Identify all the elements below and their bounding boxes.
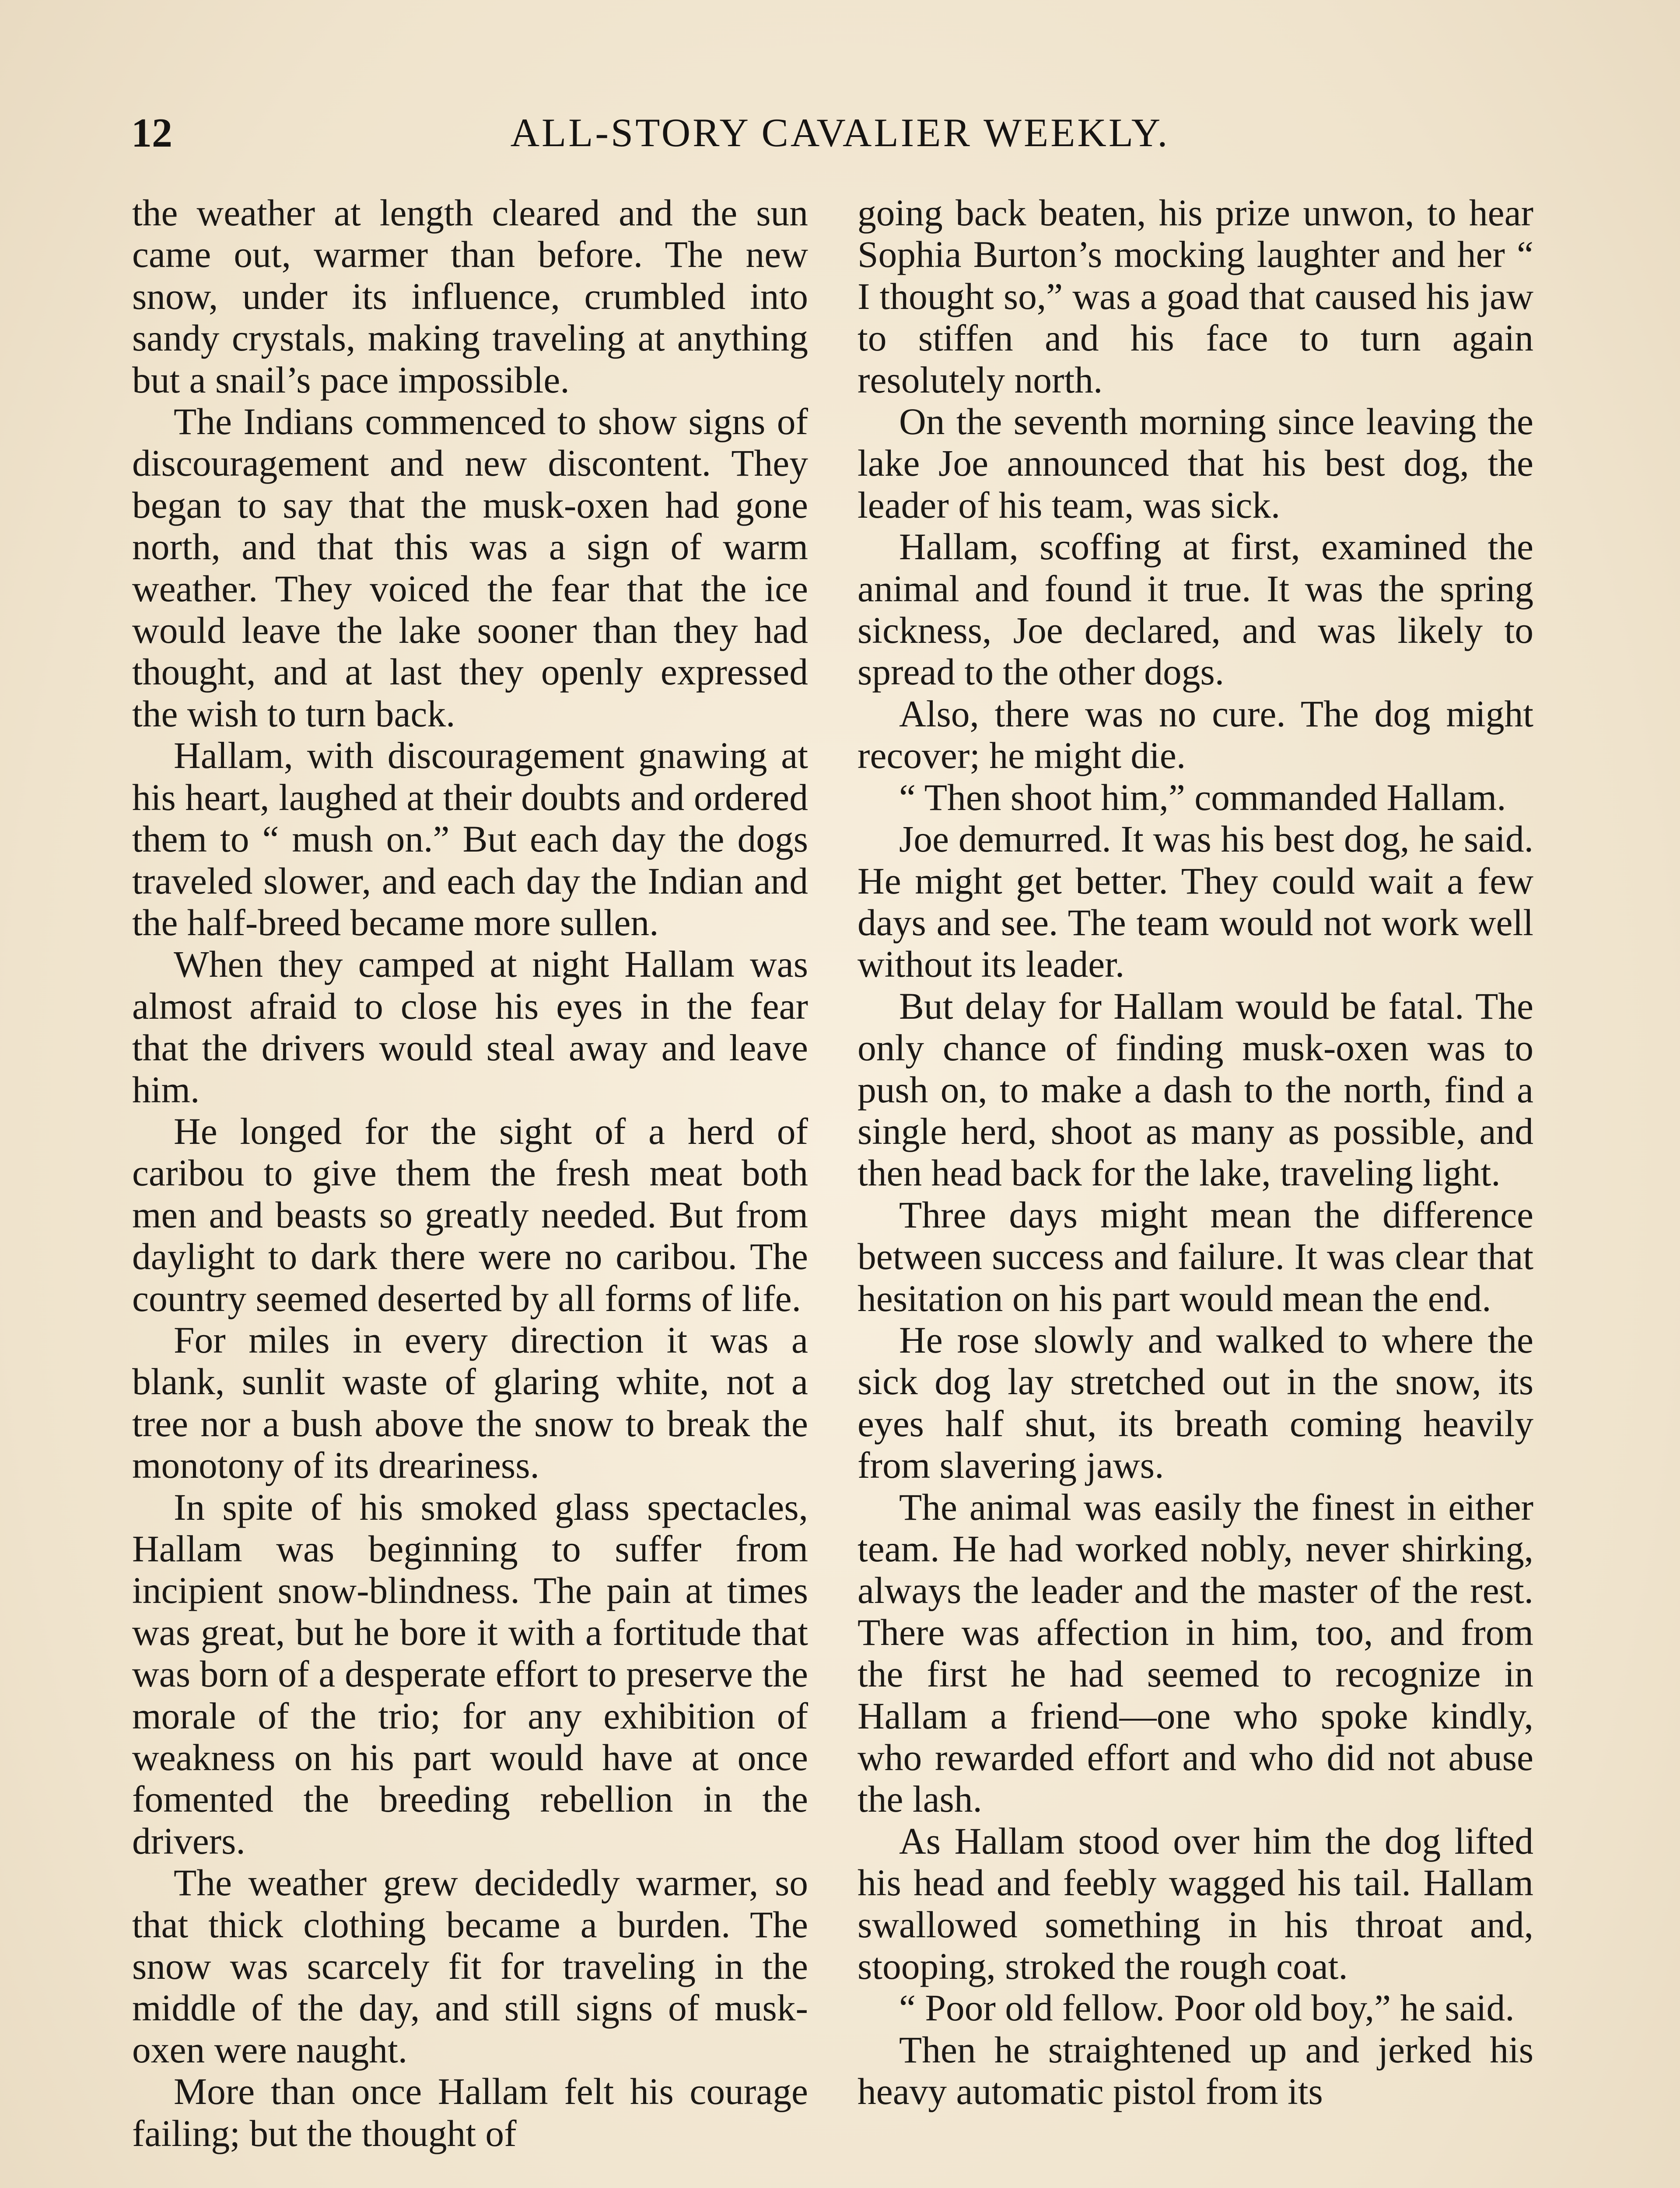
paragraph: Hallam, with discouragement gnawing at his heart, laughed at their doubts and ordered them to “ mush on.” But each day the dogs traveled slower, and each day the Indian and the half-breed became more sullen. bbox=[132, 735, 808, 943]
paragraph: “ Poor old fellow. Poor old boy,” he said. bbox=[899, 1988, 1515, 2029]
paragraph: He rose slowly and walked to where the sick dog lay stretched out in the snow, its eyes half shut, its breath coming heavily from slavering jaws. bbox=[858, 1319, 1533, 1487]
left-column bbox=[132, 193, 808, 2155]
paragraph: He longed for the sight of a herd of caribou to give them the fresh meat both men and beasts so greatly needed. But from daylight to dark there were no caribou. The country seemed deserted by all forms of life. bbox=[132, 1111, 808, 1319]
paragraph: Three days might mean the difference between success and failure. It was clear that hesitation on his part would mean the end. bbox=[858, 1194, 1533, 1319]
paragraph: As Hallam stood over him the dog lifted his head and feebly wagged his tail. Hallam swallowed something in his throat and, stooping, stroked the rough coat. bbox=[858, 1820, 1533, 1988]
paragraph: More than once Hallam felt his courage failing; but the thought of bbox=[132, 2071, 808, 2154]
paragraph: On the seventh morning since leaving the lake Joe announced that his best dog, the leader of his team, was sick. bbox=[858, 401, 1533, 526]
paragraph: The animal was easily the finest in either team. He had worked nobly, never shirking, always the leader and the master of the rest. There was affection in him, too, and from the first he had seemed to recognize in Hallam a friend—one who spoke kindly, who rewarded effort and who did not abuse the lash. bbox=[858, 1487, 1533, 1820]
paragraph: Then he straightened up and jerked his heavy automatic pistol from its bbox=[858, 2029, 1533, 2113]
paragraph: the weather at length cleared and the sun came out, warmer than before. The new snow, under its influence, crumbled into sandy crystals, making traveling at anything but a snail’s pace impossible. bbox=[132, 193, 808, 401]
paragraph: The Indians commenced to show signs of discouragement and new discontent. They began to say that the musk-oxen had gone north, and that this was a sign of warm weather. They voiced the fear that the ice would leave the lake sooner than they had thought, and at last they openly expressed the wish to turn back. bbox=[132, 401, 808, 735]
paragraph: When they camped at night Hallam was almost afraid to close his eyes in the fear that the drivers would steal away and leave him. bbox=[132, 944, 808, 1111]
paragraph: The weather grew decidedly warmer, so that thick clothing became a burden. The snow was scarcely fit for traveling in the middle of the day, and still signs of musk-oxen were naught. bbox=[132, 1862, 808, 2071]
page-number: 12 bbox=[131, 110, 172, 156]
paragraph: “ Then shoot him,” commanded Hallam. bbox=[899, 777, 1506, 818]
paragraph: But delay for Hallam would be fatal. The only chance of finding musk-oxen was to push on, to make a dash to the north, find a single herd, shoot as many as possible, and then head back for the lake, traveling light. bbox=[858, 985, 1533, 1194]
paragraph: going back beaten, his prize unwon, to hear Sophia Burton’s mocking laughter and her “ I thought so,” was a goad that caused his jaw to stiffen and his face to turn again resolutely north. bbox=[858, 193, 1533, 401]
right-column bbox=[858, 193, 1533, 2113]
paragraph: Also, there was no cure. The dog might recover; he might die. bbox=[858, 693, 1533, 777]
paragraph: Joe demurred. It was his best dog, he said. He might get better. They could wait a few days and see. The team would not work well without its leader. bbox=[858, 819, 1533, 985]
page-header bbox=[131, 109, 1549, 166]
paragraph: For miles in every direction it was a blank, sunlit waste of glaring white, not a tree nor a bush above the snow to break the monotony of its dreariness. bbox=[132, 1319, 808, 1487]
paragraph: Hallam, scoffing at first, examined the animal and found it true. It was the spring sickness, Joe declared, and was likely to spread to the other dogs. bbox=[858, 526, 1533, 693]
paragraph: In spite of his smoked glass spectacles, Hallam was beginning to suffer from incipient snow-blindness. The pain at times was great, but he bore it with a fortitude that was born of a desperate effort to preserve the morale of the trio; for any exhibition of weakness on his part would have at once fomented the breeding rebellion in the drivers. bbox=[132, 1487, 808, 1862]
running-title: ALL-STORY CAVALIER WEEKLY. bbox=[510, 110, 1170, 155]
